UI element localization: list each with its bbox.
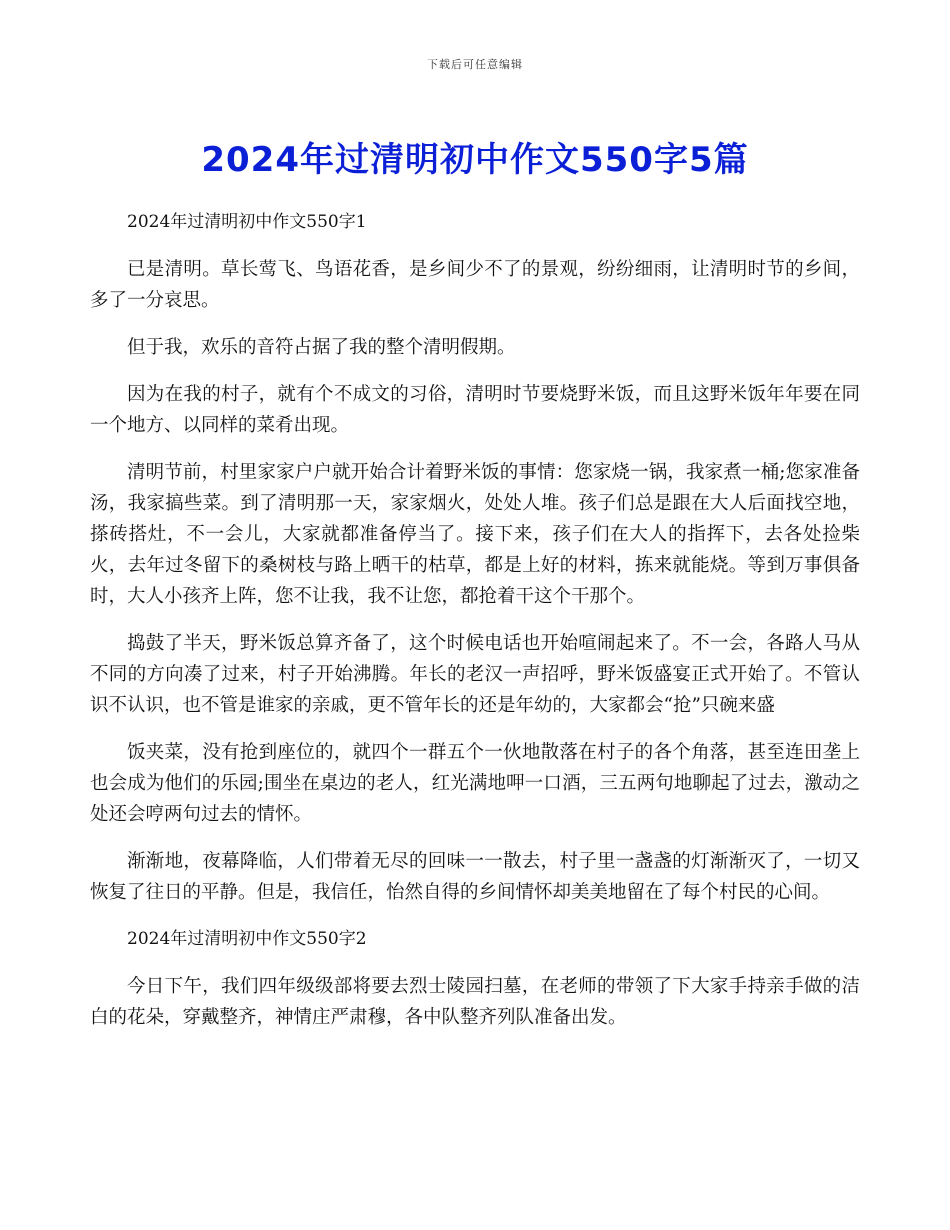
paragraph: 因为在我的村子，就有个不成文的习俗，清明时节要烧野米饭，而且这野米饭年年要在同一个地方、以同样的菜肴出现。 (90, 384, 860, 436)
document-title: 2024年过清明初中作文550字5篇 (201, 140, 749, 180)
essay-heading-2: 2024年过清明初中作文550字2 (127, 929, 367, 949)
paragraph: 捣鼓了半天，野米饭总算齐备了，这个时候电话也开始喧闹起来了。不一会，各路人马从不同的方向凑了过来，村子开始沸腾。年长的老汉一声招呼，野米饭盛宴正式开始了。不管认识不认识，也不管是谁家的亲戚，更不管年长的还是年幼的，大家都会“抢”只碗来盛 (90, 633, 860, 716)
paragraph: 但于我，欢乐的音符占据了我的整个清明假期。 (127, 337, 516, 358)
document-body (90, 207, 860, 1049)
page-header-note: 下载后可任意编辑 (427, 58, 523, 71)
paragraph: 清明节前，村里家家户户就开始合计着野米饭的事情：您家烧一锅，我家煮一桶;您家准备汤，我家搞些菜。到了清明那一天，家家烟火，处处人堆。孩子们总是跟在大人后面找空地，搽砖搭灶，不一会儿，大家就都准备停当了。接下来，孩子们在大人的指挥下，去各处捡柴火，去年过冬留下的桑树枝与路上晒干的枯草，都是上好的材料，拣来就能烧。等到万事俱备时，大人小孩齐上阵，您不让我，我不让您，都抢着干这个干那个。 (90, 462, 860, 607)
paragraph: 渐渐地，夜幕降临，人们带着无尽的回味一一散去，村子里一盏盏的灯渐渐灭了，一切又恢复了往日的平静。但是，我信任，怡然自得的乡间情怀却美美地留在了每个村民的心间。 (90, 851, 860, 903)
paragraph: 今日下午，我们四年级级部将要去烈士陵园扫墓，在老师的带领了下大家手持亲手做的洁白的花朵，穿戴整齐，神情庄严肃穆，各中队整齐列队准备出发。 (90, 976, 860, 1028)
essay-heading-1: 2024年过清明初中作文550字1 (127, 212, 367, 232)
paragraph: 已是清明。草长莺飞、鸟语花香，是乡间少不了的景观，纷纷细雨，让清明时节的乡间，多了一分哀思。 (90, 259, 860, 311)
paragraph: 饭夹菜，没有抢到座位的，就四个一群五个一伙地散落在村子的各个角落，甚至连田垄上也会成为他们的乐园;围坐在桌边的老人，红光满地呷一口酒，三五两句地聊起了过去，激动之处还会哼两句过去的情怀。 (90, 742, 860, 825)
